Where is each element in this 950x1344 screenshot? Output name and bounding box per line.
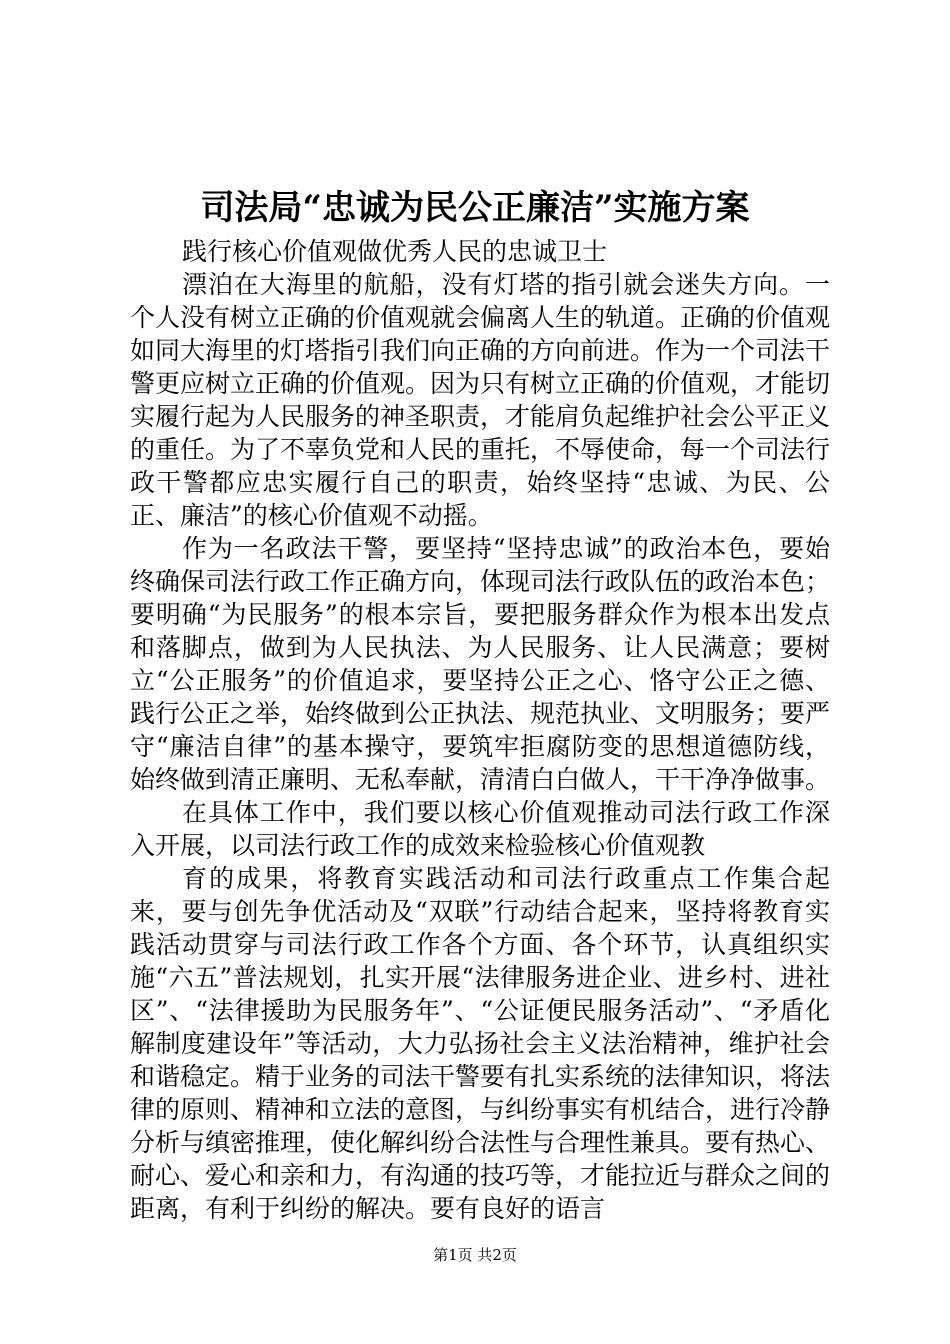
paragraph: 作为一名政法干警，要坚持“坚持忠诚”的政治本色，要始终确保司法行政工作正确方向，体现司法行政队伍的政治本色；要明确“为民服务”的根本宗旨，要把服务群众作为根本出发点和落脚点，做到为人民执法、为人民服务、让人民满意；要树立“公正服务”的价值追求，要坚持公正之心、恪守公正之德、践行公正之举，始终做到公正执法、规范执业、文明服务；要严守“廉洁自律”的基本操守，要筑牢拒腐防变的思想道德防线，始终做到清正廉明、无私奉献，清清白白做人，干干净净做事。 <box>130 534 831 794</box>
document-body <box>130 235 830 1225</box>
paragraph: 在具体工作中，我们要以核心价值观推动司法行政工作深入开展，以司法行政工作的成效来检验核心价值观教 <box>130 798 830 860</box>
paragraph-subtitle: 践行核心价值观做优秀人民的忠诚卫士 <box>182 237 608 266</box>
page-number: 第1页 共2页 <box>433 1246 517 1264</box>
document-title: 司法局“忠诚为民公正廉洁”实施方案 <box>200 188 750 228</box>
paragraph: 漂泊在大海里的航船，没有灯塔的指引就会迷失方向。一个人没有树立正确的价值观就会偏离人生的轨道。正确的价值观如同大海里的灯塔指引我们向正确的方向前进。作为一个司法干警更应树立正确的价值观。因为只有树立正确的价值观，才能切实履行起为人民服务的神圣职责，才能肩负起维护社会公平正义的重任。为了不辜负党和人民的重托，不辱使命，每一个司法行政干警都应忠实履行自己的职责，始终坚持“忠诚、为民、公正、廉洁”的核心价值观不动摇。 <box>130 270 831 530</box>
paragraph: 育的成果，将教育实践活动和司法行政重点工作集合起来，要与创先争优活动及“双联”行动结合起来，坚持将教育实践活动贯穿与司法行政工作各个方面、各个环节，认真组织实施“六五”普法规划，扎实开展“法律服务进企业、进乡村、进社区”、“法律援助为民服务年”、“公证便民服务活动”、“矛盾化解制度建设年”等活动，大力弘扬社会主义法治精神，维护社会和谐稳定。精于业务的司法干警要有扎实系统的法律知识，将法律的原则、精神和立法的意图，与纠纷事实有机结合，进行冷静分析与缜密推理，使化解纠纷合法性与合理性兼具。要有热心、耐心、爱心和亲和力，有沟通的技巧等，才能拉近与群众之间的距离，有利于纠纷的解决。要有良好的语言 <box>130 864 831 1223</box>
